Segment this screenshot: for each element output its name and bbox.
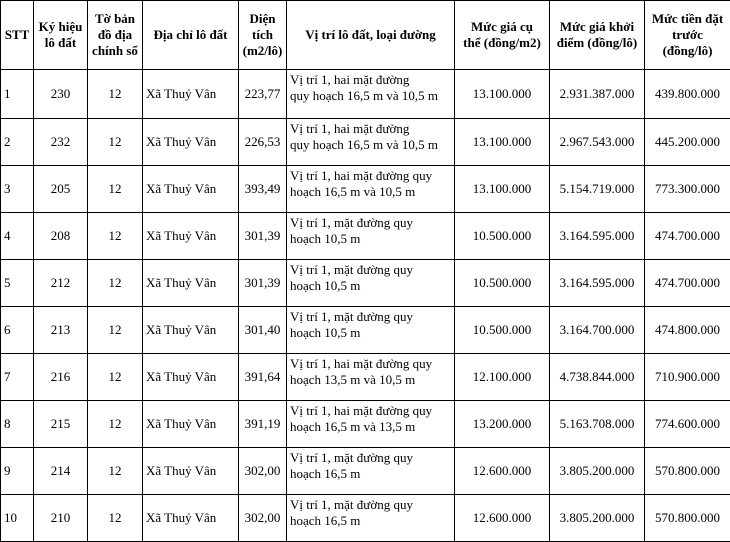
cell-starting-price: 3.805.200.000 (550, 448, 645, 495)
column-header-ky-hieu (34, 1, 88, 70)
cell-unit-price: 10.500.000 (455, 307, 550, 354)
cell-map-sheet: 12 (88, 307, 143, 354)
position-line: hoạch 16,5 m và 10,5 m (290, 184, 452, 200)
table-row (1, 166, 730, 213)
cell-address: Xã Thuỷ Vân (143, 70, 239, 119)
cell-map-sheet: 12 (88, 354, 143, 401)
cell-area: 302,00 (239, 448, 287, 495)
cell-unit-price: 10.500.000 (455, 260, 550, 307)
column-header-line: lô đất (36, 35, 85, 51)
cell-position (287, 213, 455, 260)
position-line: quy hoạch 16,5 m và 10,5 m (290, 88, 452, 104)
cell-map-sheet: 12 (88, 448, 143, 495)
position-line: quy hoạch 16,5 m và 10,5 m (290, 137, 452, 153)
cell-unit-price: 13.200.000 (455, 401, 550, 448)
column-header-line: Tờ bản (90, 11, 140, 27)
cell-position (287, 401, 455, 448)
column-header-stt (1, 1, 34, 70)
cell-position (287, 119, 455, 166)
table-row (1, 70, 730, 119)
position-line: hoạch 16,5 m (290, 466, 452, 482)
cell-area: 301,39 (239, 213, 287, 260)
position-line: Vị trí 1, mặt đường quy (290, 450, 452, 466)
cell-unit-price: 12.600.000 (455, 448, 550, 495)
cell-stt: 8 (1, 401, 34, 448)
cell-area: 301,40 (239, 307, 287, 354)
column-header-line: Địa chỉ lô đất (145, 27, 236, 43)
cell-starting-price: 5.163.708.000 (550, 401, 645, 448)
cell-map-sheet: 12 (88, 401, 143, 448)
cell-deposit: 570.800.000 (645, 495, 730, 542)
cell-unit-price: 13.100.000 (455, 119, 550, 166)
column-header-line: tích (241, 27, 284, 43)
cell-unit-price: 12.600.000 (455, 495, 550, 542)
cell-deposit: 474.700.000 (645, 213, 730, 260)
cell-unit-price: 12.100.000 (455, 354, 550, 401)
cell-starting-price: 2.931.387.000 (550, 70, 645, 119)
cell-stt: 5 (1, 260, 34, 307)
cell-starting-price: 3.805.200.000 (550, 495, 645, 542)
cell-area: 301,39 (239, 260, 287, 307)
column-header-dien-tich (239, 1, 287, 70)
column-header-line: Ký hiệu (36, 19, 85, 35)
column-header-tien-dat-truoc (645, 1, 730, 70)
table-row (1, 401, 730, 448)
cell-starting-price: 3.164.700.000 (550, 307, 645, 354)
position-line: Vị trí 1, hai mặt đường (290, 121, 452, 137)
cell-position (287, 70, 455, 119)
cell-starting-price: 3.164.595.000 (550, 213, 645, 260)
column-header-line: đồ địa (90, 27, 140, 43)
cell-address: Xã Thuỷ Vân (143, 260, 239, 307)
cell-lot-code: 212 (34, 260, 88, 307)
cell-deposit: 474.800.000 (645, 307, 730, 354)
cell-map-sheet: 12 (88, 119, 143, 166)
cell-area: 391,19 (239, 401, 287, 448)
position-line: hoạch 10,5 m (290, 278, 452, 294)
column-header-line: Mức tiền đặt (647, 11, 728, 27)
cell-map-sheet: 12 (88, 166, 143, 213)
position-line: hoạch 10,5 m (290, 231, 452, 247)
cell-map-sheet: 12 (88, 260, 143, 307)
cell-position (287, 448, 455, 495)
cell-area: 391,64 (239, 354, 287, 401)
column-header-line: STT (3, 27, 31, 43)
position-line: Vị trí 1, hai mặt đường (290, 72, 452, 88)
cell-position (287, 260, 455, 307)
column-header-line: Diện (241, 11, 284, 27)
cell-stt: 6 (1, 307, 34, 354)
column-header-line: Mức giá cụ (457, 19, 547, 35)
cell-starting-price: 4.738.844.000 (550, 354, 645, 401)
position-line: Vị trí 1, mặt đường quy (290, 262, 452, 278)
cell-lot-code: 215 (34, 401, 88, 448)
column-header-line: thể (đồng/m2) (457, 35, 547, 51)
cell-lot-code: 232 (34, 119, 88, 166)
cell-address: Xã Thuỷ Vân (143, 401, 239, 448)
table-row (1, 448, 730, 495)
position-line: Vị trí 1, hai mặt đường quy (290, 168, 452, 184)
cell-deposit: 710.900.000 (645, 354, 730, 401)
cell-address: Xã Thuỷ Vân (143, 166, 239, 213)
cell-unit-price: 10.500.000 (455, 213, 550, 260)
column-header-line: Mức giá khởi (552, 19, 642, 35)
position-line: hoạch 16,5 m (290, 513, 452, 529)
cell-lot-code: 230 (34, 70, 88, 119)
cell-position (287, 354, 455, 401)
column-header-line: điểm (đồng/lô) (552, 35, 642, 51)
column-header-gia-khoi-diem (550, 1, 645, 70)
cell-address: Xã Thuỷ Vân (143, 119, 239, 166)
position-line: hoạch 16,5 m và 13,5 m (290, 419, 452, 435)
position-line: Vị trí 1, mặt đường quy (290, 309, 452, 325)
table-row (1, 495, 730, 542)
cell-deposit: 474.700.000 (645, 260, 730, 307)
cell-area: 393,49 (239, 166, 287, 213)
position-line: hoạch 13,5 m và 10,5 m (290, 372, 452, 388)
table-row (1, 260, 730, 307)
cell-address: Xã Thuỷ Vân (143, 448, 239, 495)
cell-deposit: 570.800.000 (645, 448, 730, 495)
column-header-line: (m2/lô) (241, 43, 284, 59)
cell-position (287, 495, 455, 542)
cell-deposit: 773.300.000 (645, 166, 730, 213)
cell-deposit: 439.800.000 (645, 70, 730, 119)
cell-starting-price: 5.154.719.000 (550, 166, 645, 213)
cell-lot-code: 214 (34, 448, 88, 495)
position-line: Vị trí 1, mặt đường quy (290, 497, 452, 513)
position-line: hoạch 10,5 m (290, 325, 452, 341)
cell-map-sheet: 12 (88, 70, 143, 119)
column-header-line: chính số (90, 43, 140, 59)
cell-unit-price: 13.100.000 (455, 70, 550, 119)
column-header-line: trước (đồng/lô) (647, 27, 728, 59)
cell-starting-price: 2.967.543.000 (550, 119, 645, 166)
column-header-line: Vị trí lô đất, loại đường (289, 27, 452, 43)
cell-address: Xã Thuỷ Vân (143, 354, 239, 401)
cell-map-sheet: 12 (88, 495, 143, 542)
cell-deposit: 445.200.000 (645, 119, 730, 166)
table-row (1, 119, 730, 166)
cell-area: 223,77 (239, 70, 287, 119)
cell-address: Xã Thuỷ Vân (143, 213, 239, 260)
position-line: Vị trí 1, mặt đường quy (290, 215, 452, 231)
cell-lot-code: 216 (34, 354, 88, 401)
cell-stt: 7 (1, 354, 34, 401)
cell-lot-code: 210 (34, 495, 88, 542)
column-header-dia-chi (143, 1, 239, 70)
cell-lot-code: 205 (34, 166, 88, 213)
cell-position (287, 166, 455, 213)
column-header-vi-tri (287, 1, 455, 70)
cell-map-sheet: 12 (88, 213, 143, 260)
cell-position (287, 307, 455, 354)
cell-area: 302,00 (239, 495, 287, 542)
cell-address: Xã Thuỷ Vân (143, 307, 239, 354)
cell-address: Xã Thuỷ Vân (143, 495, 239, 542)
table-row (1, 307, 730, 354)
cell-stt: 3 (1, 166, 34, 213)
table-body (1, 70, 730, 542)
cell-lot-code: 213 (34, 307, 88, 354)
table-row (1, 213, 730, 260)
cell-area: 226,53 (239, 119, 287, 166)
cell-stt: 10 (1, 495, 34, 542)
cell-starting-price: 3.164.595.000 (550, 260, 645, 307)
cell-deposit: 774.600.000 (645, 401, 730, 448)
column-header-to-ban-do (88, 1, 143, 70)
cell-unit-price: 13.100.000 (455, 166, 550, 213)
cell-stt: 9 (1, 448, 34, 495)
table-row (1, 354, 730, 401)
cell-stt: 1 (1, 70, 34, 119)
cell-stt: 4 (1, 213, 34, 260)
cell-lot-code: 208 (34, 213, 88, 260)
column-header-gia-cu-the (455, 1, 550, 70)
position-line: Vị trí 1, hai mặt đường quy (290, 403, 452, 419)
header-row (1, 1, 730, 70)
cell-stt: 2 (1, 119, 34, 166)
position-line: Vị trí 1, hai mặt đường quy (290, 356, 452, 372)
